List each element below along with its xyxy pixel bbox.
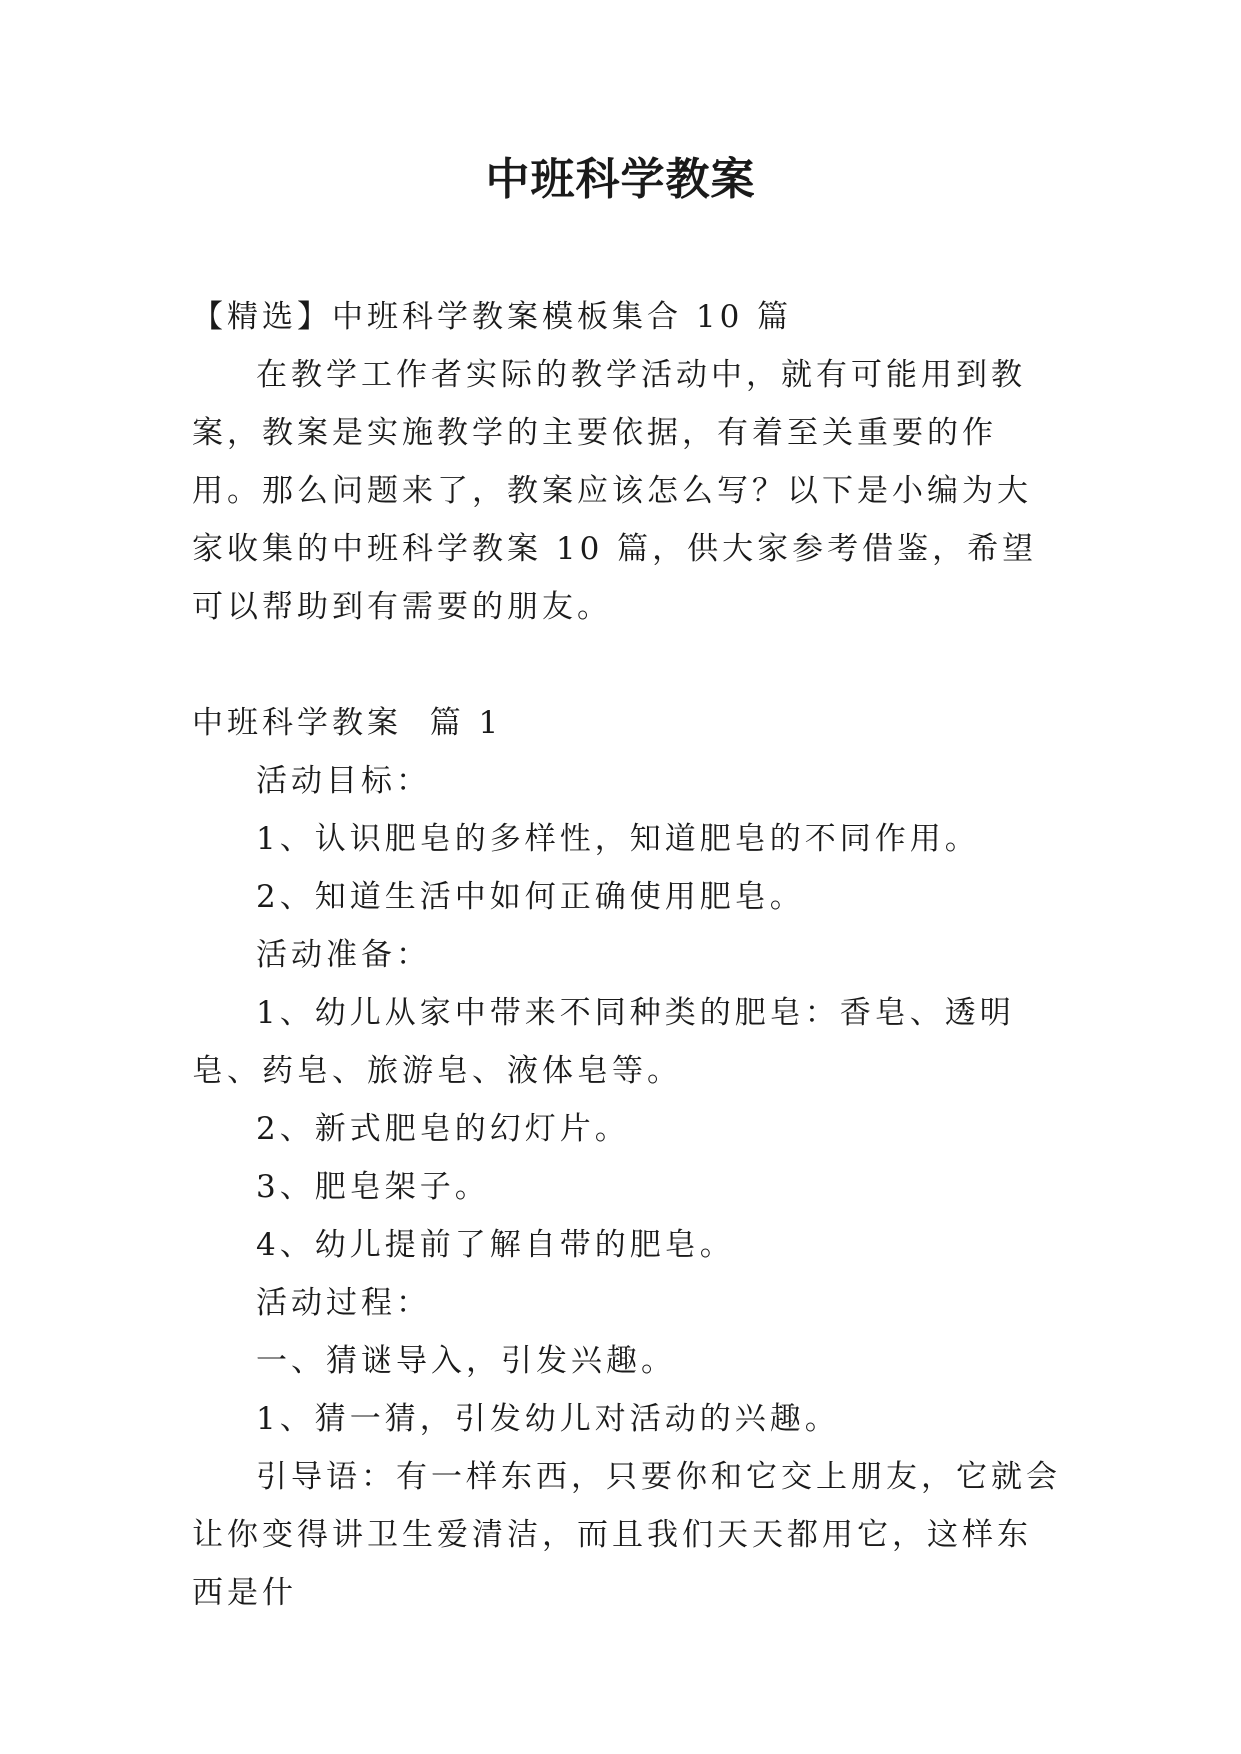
intro-paragraph: 在教学工作者实际的教学活动中，就有可能用到教案，教案是实施教学的主要依据，有着至关重要的作用。那么问题来了，教案应该怎么写？以下是小编为大家收集的中班科学教案 10 篇，供大家参考借鉴，希望可以帮助到有需要的朋友。	[192, 357, 1038, 625]
paragraph: 2、知道生活中如何正确使用肥皂。	[256, 879, 805, 915]
document-body	[192, 288, 1062, 1622]
paragraph: 引导语：有一样东西，只要你和它交上朋友，它就会让你变得讲卫生爱清洁，而且我们天天都用它，这样东西是什	[192, 1459, 1061, 1611]
paragraph: 活动目标：	[256, 763, 431, 799]
paragraph: 1、幼儿从家中带来不同种类的肥皂：香皂、透明皂、药皂、旅游皂、液体皂等。	[192, 995, 1015, 1089]
paragraph: 2、新式肥皂的幻灯片。	[256, 1111, 630, 1147]
document-subtitle: 【精选】中班科学教案模板集合 10 篇	[192, 299, 793, 335]
paragraph: 3、肥皂架子。	[256, 1169, 490, 1205]
section-heading: 中班科学教案 篇 1	[192, 705, 503, 741]
paragraph: 1、认识肥皂的多样性，知道肥皂的不同作用。	[256, 821, 980, 857]
paragraph: 一、猜谜导入，引发兴趣。	[256, 1343, 676, 1379]
document-title: 中班科学教案	[485, 154, 756, 205]
spacer	[192, 636, 1062, 694]
paragraph: 1、猜一猜，引发幼儿对活动的兴趣。	[256, 1401, 840, 1437]
paragraph: 4、幼儿提前了解自带的肥皂。	[256, 1227, 735, 1263]
paragraph: 活动准备：	[256, 937, 431, 973]
paragraph: 活动过程：	[256, 1285, 431, 1321]
